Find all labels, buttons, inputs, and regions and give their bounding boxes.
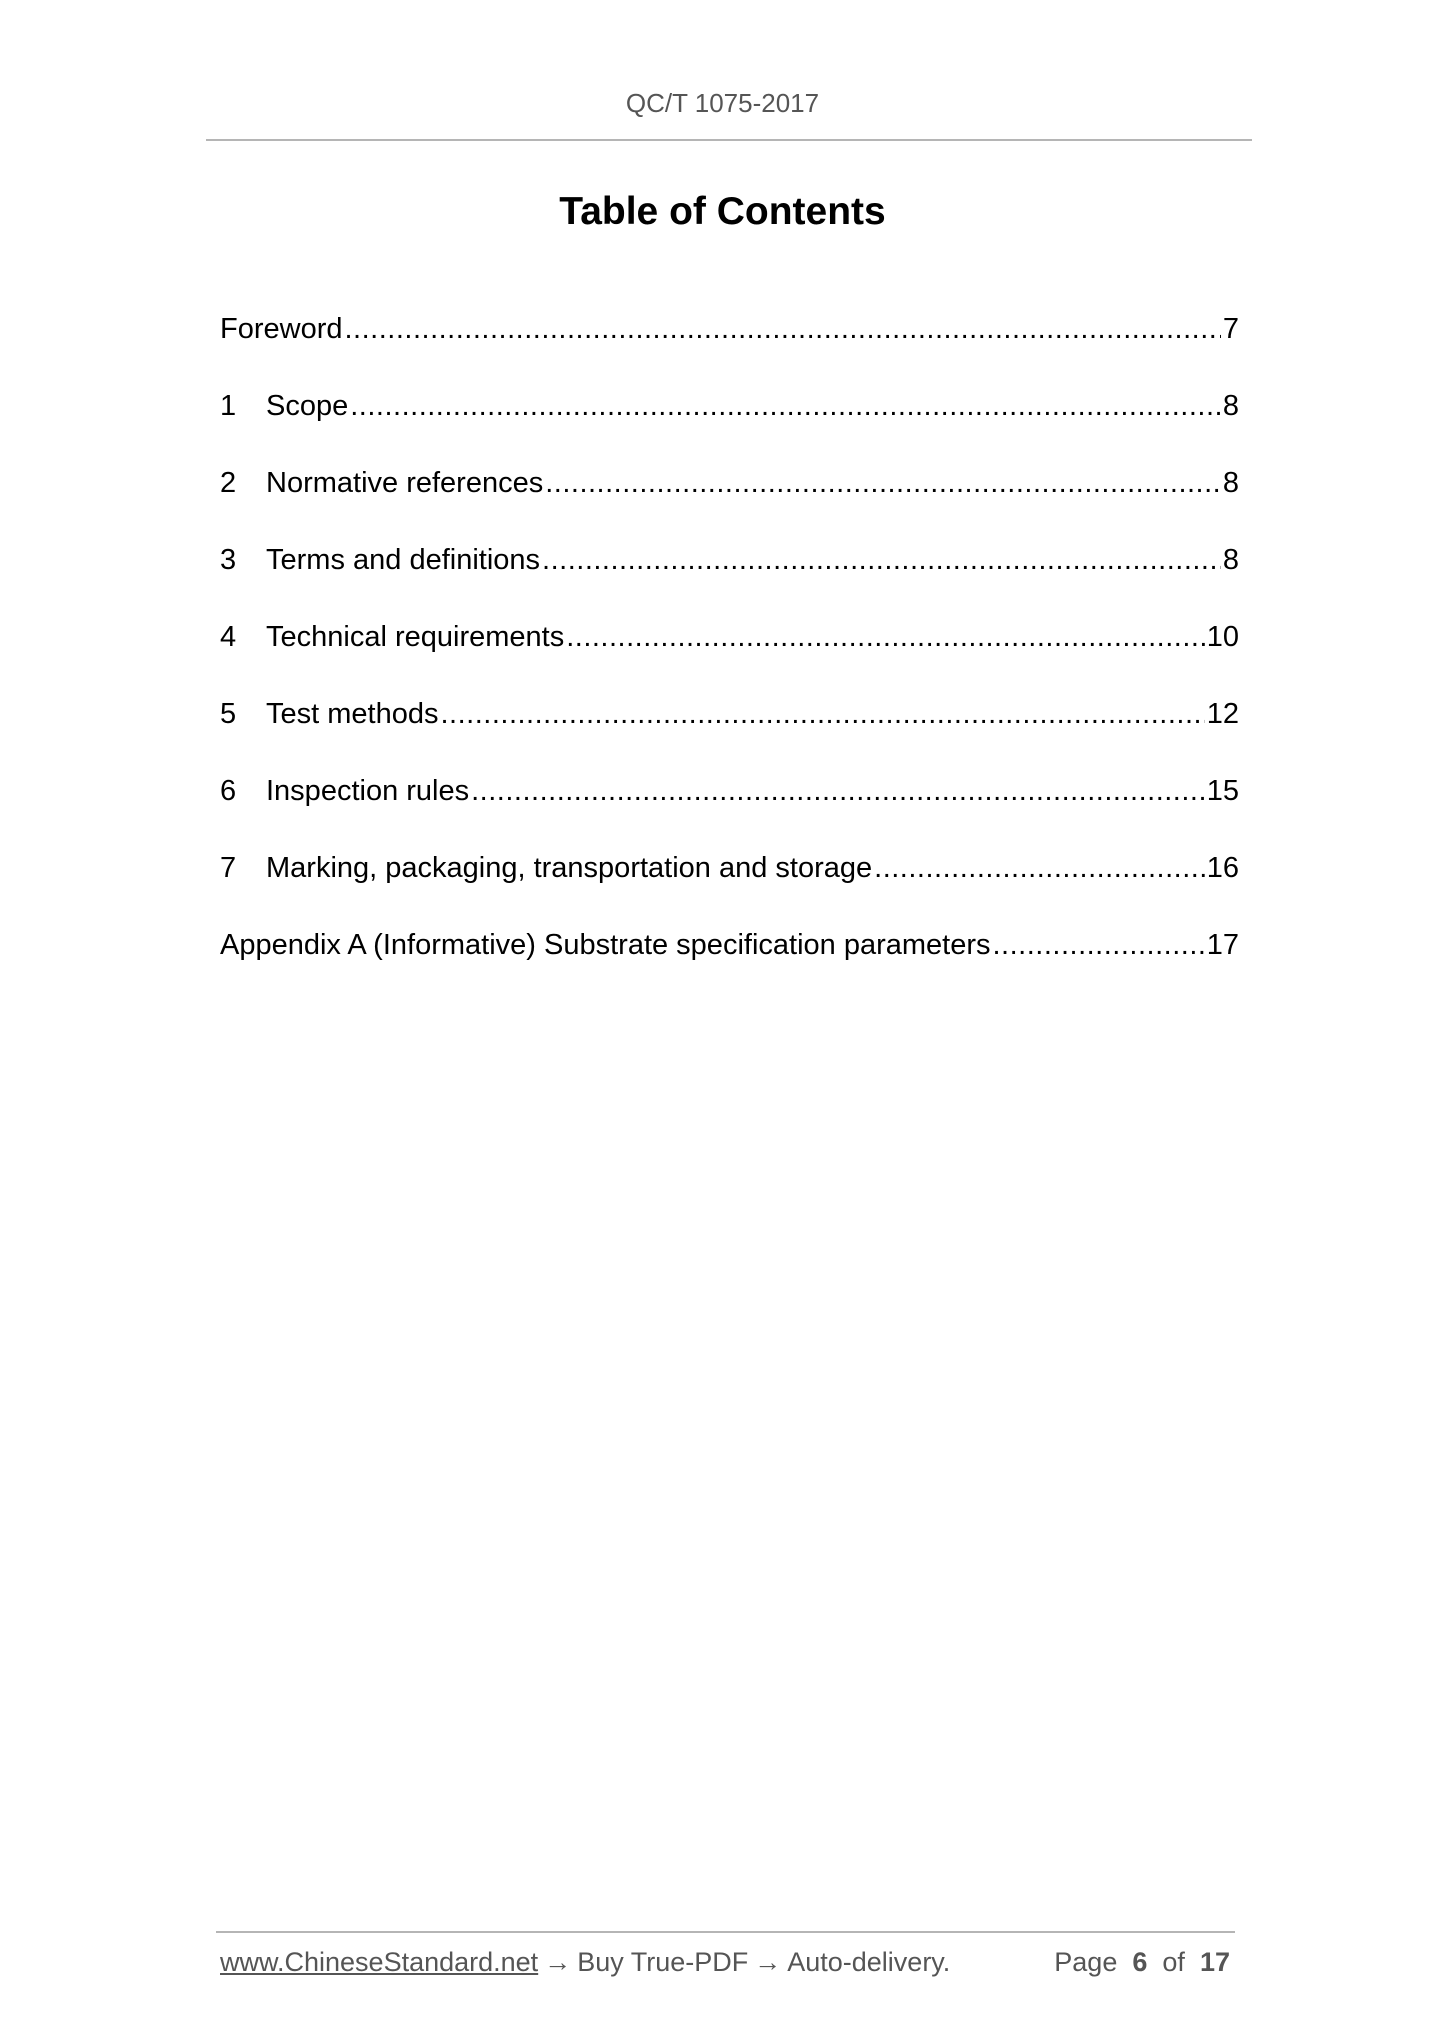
toc-entry-terms-definitions[interactable]: [220, 538, 1239, 615]
toc-dot-leader: [993, 923, 1205, 967]
toc-entry-number: 5: [220, 698, 237, 730]
toc-entry-label: Appendix A (Informative) Substrate specification parameters: [220, 929, 991, 961]
current-page-number: 6: [1132, 1947, 1148, 1977]
toc-entry-appendix-a[interactable]: [220, 923, 1239, 1000]
toc-entry-page: 17: [1206, 929, 1239, 961]
toc-entry-page: 12: [1206, 698, 1239, 730]
toc-entry-label: Marking, packaging, transportation and storage: [266, 852, 873, 884]
auto-delivery-text: Auto-delivery.: [787, 1947, 951, 1977]
toc-dot-leader: [440, 692, 1204, 736]
toc-entry-label: Test methods: [266, 698, 439, 730]
total-pages-number: 17: [1199, 1947, 1230, 1977]
toc-entry-page: 16: [1206, 852, 1239, 884]
toc-entry-page: 8: [1222, 467, 1239, 499]
toc-entry-page: 10: [1206, 621, 1239, 653]
toc-entry-number: 2: [220, 467, 237, 499]
page-footer: [220, 1947, 1230, 1987]
page-label: Page: [1054, 1947, 1118, 1977]
toc-entry-page: 7: [1222, 313, 1239, 345]
document-header: QC/T 1075-2017: [625, 88, 820, 118]
toc-entry-label: Scope: [266, 390, 349, 422]
toc-entry-page: 8: [1222, 544, 1239, 576]
toc-entry-label: Normative references: [266, 467, 544, 499]
toc-entry-number: 4: [220, 621, 237, 653]
buy-true-pdf-text: Buy True-PDF: [577, 1947, 749, 1977]
footer-divider: [216, 1931, 1235, 1933]
toc-list: [220, 307, 1239, 1000]
toc-entry-foreword[interactable]: [220, 307, 1239, 384]
page-indicator: [1054, 1947, 1230, 1978]
toc-dot-leader: [350, 384, 1221, 428]
toc-entry-normative-references[interactable]: [220, 461, 1239, 538]
right-arrow-icon: →: [754, 1947, 782, 1977]
toc-dot-leader: [545, 461, 1221, 505]
toc-dot-leader: [874, 846, 1205, 890]
toc-entry-label: Foreword: [220, 313, 343, 345]
toc-title: Table of Contents: [559, 190, 886, 233]
toc-dot-leader: [345, 307, 1221, 351]
toc-entry-number: 3: [220, 544, 237, 576]
toc-entry-page: 15: [1206, 775, 1239, 807]
header-divider: [206, 139, 1252, 141]
toc-dot-leader: [471, 769, 1205, 813]
toc-entry-label: Terms and definitions: [266, 544, 541, 576]
website-link[interactable]: www.ChineseStandard.net: [220, 1947, 539, 1977]
toc-entry-scope[interactable]: [220, 384, 1239, 461]
toc-entry-number: 6: [220, 775, 237, 807]
toc-entry-number: 7: [220, 852, 237, 884]
toc-entry-label: Technical requirements: [266, 621, 565, 653]
toc-dot-leader: [542, 538, 1221, 582]
toc-entry-technical-requirements[interactable]: [220, 615, 1239, 692]
toc-dot-leader: [566, 615, 1205, 659]
footer-promo: [220, 1947, 950, 1978]
toc-entry-label: Inspection rules: [266, 775, 470, 807]
toc-entry-test-methods[interactable]: [220, 692, 1239, 769]
right-arrow-icon: →: [544, 1947, 572, 1977]
toc-entry-page: 8: [1222, 390, 1239, 422]
toc-entry-number: 1: [220, 390, 237, 422]
of-label: of: [1162, 1947, 1185, 1977]
toc-entry-marking-packaging[interactable]: [220, 846, 1239, 923]
toc-entry-inspection-rules[interactable]: [220, 769, 1239, 846]
